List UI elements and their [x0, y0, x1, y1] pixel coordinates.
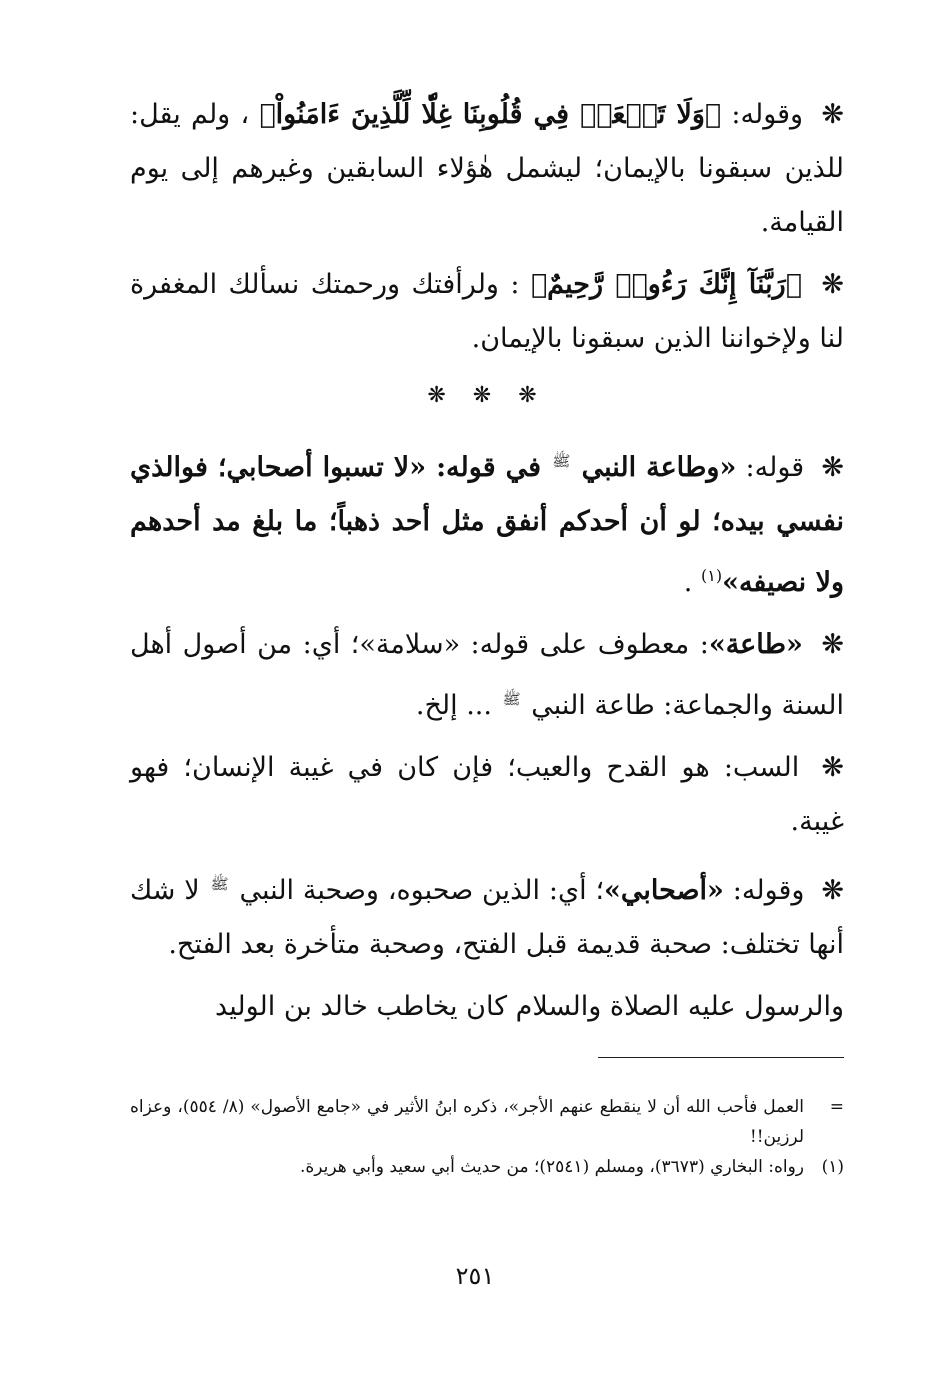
star-bullet-icon: ❋: [821, 629, 844, 660]
paragraph-3: [130, 434, 844, 610]
paragraph-5: [130, 741, 844, 849]
footnote-text: رواه: البخاري (٣٦٧٣)، ومسلم (٢٥٤١)؛ من حديث أبي سعيد وأبي هريرة.: [299, 1157, 804, 1177]
paragraph-text: ؛ أي: الذين صحبوه، وصحبة النبي: [239, 875, 605, 906]
paragraph-text-end: لا شك أنها تختلف: صحبة قديمة قبل الفتح، وصحبة متأخرة بعد الفتح.: [130, 875, 844, 960]
paragraph-4: [130, 618, 844, 733]
star-bullet-icon: ❋: [821, 452, 845, 483]
paragraph-lead: قوله:: [745, 452, 805, 483]
page-number: ٢٥١: [455, 1262, 495, 1290]
paragraph-text: ، ولم يقل: للذين سبقونا بالإيمان؛ ليشمل هٰؤلاء السابقين وغيرهم إلى يوم القيامة.: [130, 99, 844, 238]
paragraph-text: والرسول عليه الصلاة والسلام كان يخاطب خالد بن الوليد: [215, 991, 844, 1022]
paragraph-2: [130, 258, 844, 366]
main-text: [130, 88, 844, 1042]
paragraph-text: السب: هو القدح والعيب؛ فإن كان في غيبة الإنسان؛ فهو غيبة.: [130, 752, 844, 837]
footnote-text: العمل فأحب الله أن لا ينقطع عنهم الأجر»، ذكره ابنُ الأثير في «جامع الأصول» (٨/ ٥٥٤)، وعزاه لرزين!!: [130, 1097, 804, 1147]
paragraph-7: [130, 980, 844, 1034]
footnote-continued: [130, 1092, 844, 1152]
term-highlight: «أصحابي»: [604, 875, 724, 906]
quran-verse: ﴿رَبَّنَآ إِنَّكَ رَءُوفٞ رَّحِيمٌ﴾: [530, 269, 802, 300]
paragraph-lead: وقوله:: [731, 99, 804, 130]
star-bullet-icon: ❋: [821, 752, 845, 783]
paragraph-lead: وقوله:: [732, 875, 805, 906]
salla-ligature: ﷺ: [502, 690, 521, 708]
hadith-text-part-1: «وطاعة النبي: [581, 452, 737, 483]
footnote-mark: =: [829, 1097, 844, 1117]
footnote-1: [130, 1152, 844, 1182]
star-bullet-icon: ❋: [821, 99, 844, 130]
paragraph-1: [130, 88, 844, 250]
star-bullet-icon: ❋: [821, 269, 844, 300]
paragraph-text-end: ... إلخ.: [415, 690, 492, 721]
star-bullet-icon: ❋: [821, 875, 844, 906]
paragraph-text: : معطوف على قوله: «سلامة»؛ أي: من أصول أهل السنة والجماعة: طاعة النبي: [130, 629, 844, 721]
paragraph-end: .: [683, 567, 693, 598]
hadith-text-part-2: في قوله: «لا تسبوا أصحابي؛ فوالذي نفسي بيده؛ لو أن أحدكم أنفق مثل أحد ذهباً؛ ما بلغ مد أحدهم ولا نصيفه»: [130, 452, 844, 598]
quran-verse: ﴿وَلَا تَجۡعَلۡ فِي قُلُوبِنَا غِلّٗا لِّلَّذِينَ ءَامَنُواْ﴾: [259, 99, 722, 130]
salla-ligature: ﷺ: [210, 875, 229, 893]
term-highlight: «طاعة»: [708, 629, 803, 660]
footnote-divider: [598, 1057, 844, 1058]
paragraph-text: : ولرأفتك ورحمتك نسألك المغفرة لنا ولإخواننا الذين سبقونا بالإيمان.: [130, 269, 844, 354]
footnotes: [130, 1092, 844, 1182]
footnote-reference: (١): [700, 566, 723, 585]
footnote-mark: (١): [821, 1157, 844, 1177]
salla-ligature: ﷺ: [552, 452, 571, 470]
section-separator: ❋ ❋ ❋: [427, 383, 547, 408]
paragraph-6: [130, 857, 844, 972]
